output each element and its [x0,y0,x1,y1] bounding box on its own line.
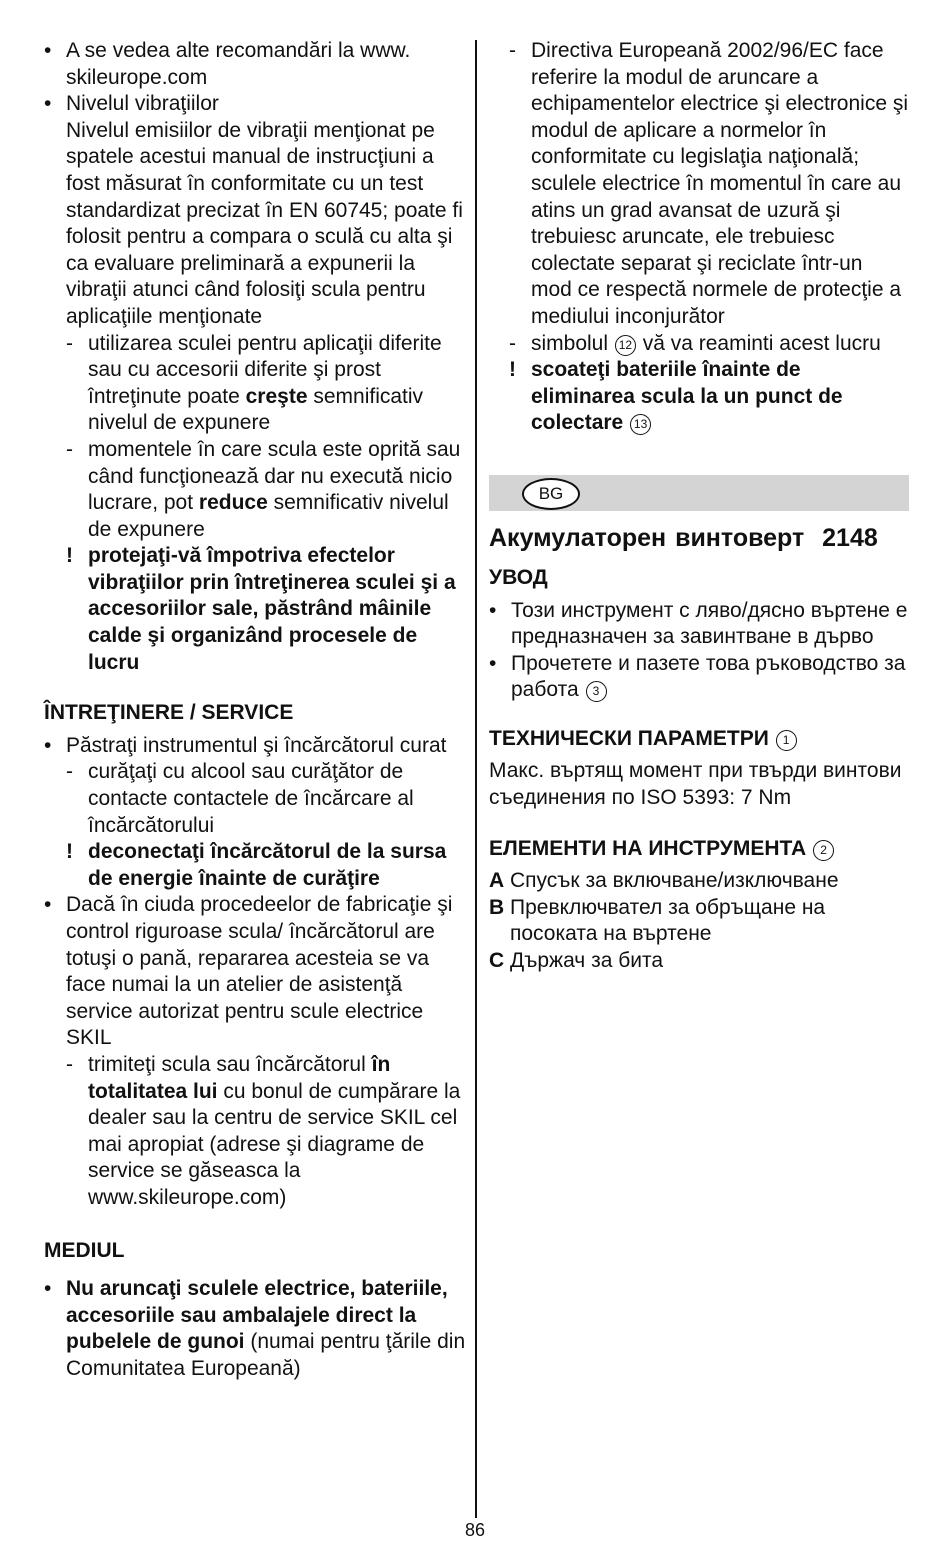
section-heading-environment: MEDIUL [44,1238,125,1262]
sub-item [44,437,469,543]
dash-marker: - [509,39,516,62]
callout-number-icon: 3 [586,681,607,702]
warning-text: scoateţi bateriile înainte de eliminarea scula la un punct de colectare [531,358,843,435]
sub-item [489,38,909,331]
tech-paragraph: Макс. въртящ момент при твърди винтови съединения по ISO 5393: 7 Nm [489,759,902,810]
callout-number-icon: 13 [630,414,651,435]
element-letter: B [489,895,505,919]
product-model: 2148 [822,523,878,552]
exclamation-icon: ! [66,544,73,568]
element-letter: C [489,949,505,973]
element-row [489,948,909,975]
section-heading-service: ÎNTREŢINERE / SERVICE [44,701,294,725]
bullet: • [44,92,52,116]
bullet: • [489,651,497,675]
sub-text: momentele în care scula este oprită sau când funcţionează dar nu execută nicio lucrare, pot [88,437,461,515]
sub-text: simbolul [531,331,614,355]
sub-text-bold: în totalitatea lui [88,1052,391,1103]
sub-item [44,1052,469,1212]
sub-text-bold: creşte [245,384,308,408]
sub-text-bold: reduce [198,491,268,515]
warning-text: deconectaţi încărcătorul de la sursa de energie înainte de curăţire [88,840,447,890]
sub-text: Directiva Europeană 2002/96/EC face referire la modul de aruncare a echipamentelor electrice şi electronice şi modul de aplicare a normelor în conformitate cu legislaţia naţională; sculele electrice în momentul în care au atins un grad avansat de uzură şi trebuiesc aruncate, ele trebuiesc colectate separat şi reciclate într-un mod ce respectă normele de protecţie a mediului inconjurător [531,39,909,328]
dash-marker: - [509,331,516,355]
warning-text: protejaţi-vă împotriva efectelor vibraţiilor prin întreţinerea sculei şi a accesoriilor sale, păstrând mâinile calde şi organizând procesele de lucru [88,544,456,674]
element-text: Превключвател за обръщане на посоката на въртене [510,895,826,946]
element-text: Спусък за включване/изключване [510,869,839,893]
exclamation-icon: ! [66,840,73,864]
page-number: 86 [464,1520,486,1540]
sub-item [44,759,469,839]
item-text: A se vedea alte recomandări la www. skileurope.com [66,39,411,89]
product-name: Акумулаторен винтоверт [489,523,805,552]
warning-item [489,357,909,437]
right-column [489,38,909,975]
heading-text: ТЕХНИЧЕСКИ ПАРАМЕТРИ [489,726,769,750]
list-item [44,38,469,91]
left-column [44,38,469,1383]
bullet: • [44,733,52,757]
dash-marker: - [66,437,73,461]
section-heading-tech [489,726,909,753]
item-text: (numai pentru ţările din Comunitatea Europeană) [66,1330,466,1380]
element-text: Държач за бита [510,949,664,973]
section-heading-elements [489,836,909,863]
bullet: • [44,893,52,917]
element-row [489,895,909,948]
list-item [44,1276,469,1382]
dash-marker: - [66,1052,73,1076]
item-text: Този инструмент с ляво/дясно въртене е предназначен за завинтване в дърво [511,598,908,649]
exclamation-icon: ! [509,358,516,382]
sub-text: curăţaţi cu alcool sau curăţător de contacte contactele de încărcare al încărcătorului [88,760,414,837]
bullet: • [489,598,497,622]
item-text: Păstraţi instrumentul şi încărcătorul curat [66,733,447,757]
bullet: • [44,1277,52,1301]
language-bar [489,475,909,511]
list-item [44,91,469,330]
sub-text: utilizarea sculei pentru aplicaţii diferite sau cu accesorii diferite şi prost întreţinute poate [88,331,442,408]
sub-item [489,331,909,358]
callout-number-icon: 1 [776,730,797,751]
warning-item [44,543,469,676]
sub-item [44,331,469,437]
item-text: Прочетете и пазете това ръководство за работа [511,651,906,702]
column-divider [475,40,477,1518]
sub-text: semnificativ nivelul de expunere [88,491,449,541]
dash-marker: - [66,760,73,784]
sub-text: vă va reaminti acest lucru [636,331,881,355]
element-row [489,868,909,895]
item-text-bold: Nu aruncaţi sculele electrice, bateriile, accesoriile sau ambalajele direct la pubelele de gunoi [66,1277,448,1354]
callout-number-icon: 12 [615,335,636,356]
section-heading-intro: УВОД [489,565,548,589]
list-item [489,598,909,651]
heading-text: ЕЛЕМЕНТИ НА ИНСТРУМЕНТА [489,836,807,860]
item-title: Nivelul vibraţiilor [66,92,219,116]
callout-number-icon: 2 [813,840,834,861]
list-item [489,651,909,704]
element-letter: A [489,869,505,893]
language-badge: BG [522,478,580,510]
list-item [44,892,469,1052]
dash-marker: - [66,331,73,355]
product-title [489,523,909,553]
item-text: Nivelul emisiilor de vibraţii menţionat pe spatele acestui manual de instrucţiuni a fost măsurat în conformitate cu un test standardizat precizat în EN 60745; poate fi folosit pentru a compara o sculă cu alta şi ca evaluare preliminară a expunerii la vibraţii atunci când folosiţi scula pentru aplicaţiile menţionate [66,118,463,328]
bullet: • [44,39,52,62]
list-item [44,733,469,760]
sub-text: semnificativ nivelul de expunere [88,384,424,435]
warning-item [44,839,469,892]
sub-text: trimiteţi scula sau încărcătorul [88,1052,372,1076]
sub-text: cu bonul de cumpărare la dealer sau la centru de service SKIL cel mai apropiat (adrese şi diagrame de service se găseasca la www.skileurope.com) [88,1079,461,1209]
item-text: Dacă în ciuda procedeelor de fabricaţie şi control riguroase scula/ încărcătorul are totuşi o pană, repararea acesteia se va face numai la un atelier de asistenţă service autorizat pentru scule electrice SKIL [66,893,453,1050]
